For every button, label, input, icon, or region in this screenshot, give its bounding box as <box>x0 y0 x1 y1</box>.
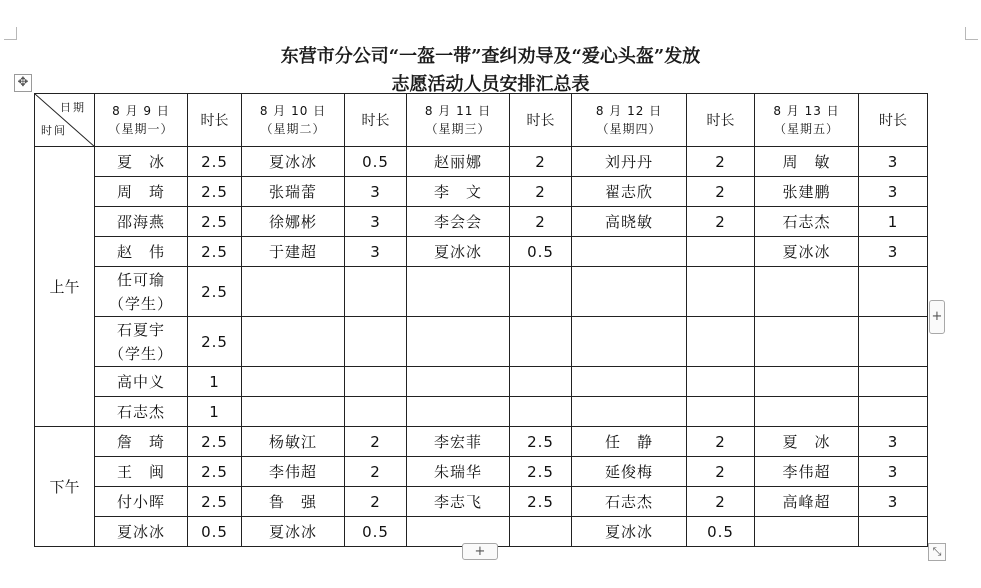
volunteer-name-cell: 周 琦 <box>95 177 188 207</box>
volunteer-name-cell <box>572 237 687 267</box>
volunteer-name-cell: 夏 冰 <box>755 427 859 457</box>
duration-cell <box>510 317 572 367</box>
volunteer-name-cell <box>755 367 859 397</box>
volunteer-name-cell: 徐娜彬 <box>242 207 345 237</box>
duration-cell: 0.5 <box>687 517 755 547</box>
table-header-row <box>35 94 928 147</box>
duration-cell: 2.5 <box>188 267 242 317</box>
duration-cell <box>687 237 755 267</box>
duration-cell: 2 <box>345 457 407 487</box>
volunteer-name-cell: 张瑞蕾 <box>242 177 345 207</box>
day-weekday-label: （星期四） <box>596 122 662 136</box>
duration-cell: 0.5 <box>188 517 242 547</box>
add-column-button[interactable]: + <box>929 300 945 334</box>
volunteer-name-cell <box>242 397 345 427</box>
volunteer-name-cell <box>572 267 687 317</box>
duration-cell: 2.5 <box>188 487 242 517</box>
day-header-cell <box>572 94 687 147</box>
duration-cell <box>687 397 755 427</box>
duration-cell: 2 <box>687 487 755 517</box>
volunteer-name-cell: 于建超 <box>242 237 345 267</box>
duration-cell <box>345 367 407 397</box>
volunteer-name-cell: 李志飞 <box>407 487 510 517</box>
volunteer-name-cell: 邵海燕 <box>95 207 188 237</box>
volunteer-note: （学生） <box>108 344 173 363</box>
corner-date-label: 日期 <box>60 101 86 114</box>
table-row <box>35 517 928 547</box>
volunteer-name: 任可瑜 <box>116 270 165 289</box>
table-row <box>35 427 928 457</box>
volunteer-name-cell: 赵 伟 <box>95 237 188 267</box>
duration-cell: 2.5 <box>188 147 242 177</box>
volunteer-name-cell: 李宏菲 <box>407 427 510 457</box>
day-weekday-label: （星期三） <box>425 122 491 136</box>
duration-cell: 3 <box>345 237 407 267</box>
duration-cell: 3 <box>345 207 407 237</box>
schedule-table <box>34 93 928 547</box>
duration-cell: 2 <box>687 207 755 237</box>
duration-cell <box>510 397 572 427</box>
duration-cell <box>510 367 572 397</box>
volunteer-name-cell: 李伟超 <box>755 457 859 487</box>
day-weekday-label: （星期二） <box>260 122 326 136</box>
duration-cell: 3 <box>345 177 407 207</box>
volunteer-name-cell: 夏冰冰 <box>242 517 345 547</box>
day-date-label: 8 月 11 日 <box>424 104 492 118</box>
volunteer-name-cell <box>407 317 510 367</box>
duration-cell: 2 <box>687 427 755 457</box>
duration-cell <box>859 397 928 427</box>
volunteer-name-cell: 延俊梅 <box>572 457 687 487</box>
day-header-cell <box>95 94 188 147</box>
volunteer-name-cell: 周 敏 <box>755 147 859 177</box>
volunteer-name-cell: 夏 冰 <box>95 147 188 177</box>
duration-header-cell: 时长 <box>859 94 928 147</box>
duration-cell <box>687 317 755 367</box>
table-row <box>35 457 928 487</box>
volunteer-name-cell: 任 静 <box>572 427 687 457</box>
volunteer-name-cell: 李伟超 <box>242 457 345 487</box>
volunteer-name-cell: 翟志欣 <box>572 177 687 207</box>
volunteer-name-cell: 夏冰冰 <box>242 147 345 177</box>
volunteer-name-cell: 鲁 强 <box>242 487 345 517</box>
volunteer-name-cell: 石志杰 <box>755 207 859 237</box>
duration-cell: 2 <box>687 147 755 177</box>
duration-cell: 2 <box>687 457 755 487</box>
volunteer-name-cell <box>242 367 345 397</box>
volunteer-name-cell: 夏冰冰 <box>755 237 859 267</box>
volunteer-name-cell: 张建鹏 <box>755 177 859 207</box>
day-date-label: 8 月 9 日 <box>112 104 170 118</box>
duration-header-cell: 时长 <box>510 94 572 147</box>
duration-cell: 2 <box>345 427 407 457</box>
volunteer-name-cell: 石志杰 <box>95 397 188 427</box>
duration-cell <box>859 317 928 367</box>
duration-cell: 2 <box>510 207 572 237</box>
duration-cell: 2.5 <box>188 237 242 267</box>
page-corner-mark-right <box>965 27 978 40</box>
day-header-cell <box>755 94 859 147</box>
volunteer-name-cell <box>572 397 687 427</box>
table-row <box>35 367 928 397</box>
day-date-label: 8 月 10 日 <box>259 104 327 118</box>
corner-header-cell <box>35 94 95 147</box>
duration-cell <box>345 317 407 367</box>
duration-cell: 3 <box>859 237 928 267</box>
day-weekday-label: （星期五） <box>773 122 839 136</box>
duration-cell: 0.5 <box>345 517 407 547</box>
duration-cell <box>859 267 928 317</box>
duration-cell: 3 <box>859 147 928 177</box>
duration-cell: 2.5 <box>188 317 242 367</box>
volunteer-name-cell <box>572 367 687 397</box>
volunteer-name-cell: 石志杰 <box>572 487 687 517</box>
volunteer-name-cell: 高中义 <box>95 367 188 397</box>
volunteer-name-cell <box>755 317 859 367</box>
duration-cell: 2.5 <box>510 487 572 517</box>
duration-cell: 2.5 <box>188 457 242 487</box>
duration-cell: 1 <box>859 207 928 237</box>
table-row <box>35 487 928 517</box>
afternoon-period-cell: 下午 <box>35 427 95 547</box>
day-date-label: 8 月 13 日 <box>773 104 840 118</box>
day-header-cell <box>407 94 510 147</box>
morning-period-cell: 上午 <box>35 147 95 427</box>
add-row-button[interactable]: + <box>462 543 498 560</box>
volunteer-name-cell: 赵丽娜 <box>407 147 510 177</box>
duration-cell: 2.5 <box>188 207 242 237</box>
volunteer-name-cell <box>242 317 345 367</box>
table-row <box>35 177 928 207</box>
duration-cell: 1 <box>188 367 242 397</box>
duration-cell <box>859 517 928 547</box>
table-row <box>35 147 928 177</box>
volunteer-name-cell: 高晓敏 <box>572 207 687 237</box>
volunteer-name-cell <box>572 317 687 367</box>
volunteer-name-cell <box>95 267 188 317</box>
duration-header-cell: 时长 <box>687 94 755 147</box>
duration-cell: 2.5 <box>510 427 572 457</box>
duration-cell: 3 <box>859 427 928 457</box>
duration-cell: 0.5 <box>345 147 407 177</box>
day-weekday-label: （星期一） <box>108 122 174 136</box>
volunteer-name-cell <box>755 517 859 547</box>
duration-cell: 3 <box>859 487 928 517</box>
volunteer-name-cell <box>407 397 510 427</box>
page-corner-mark-left <box>4 27 17 40</box>
table-row <box>35 207 928 237</box>
document-title-line-1: 东营市分公司“一盔一带”查纠劝导及“爱心头盔”发放 <box>280 46 701 67</box>
volunteer-name-cell: 詹 琦 <box>95 427 188 457</box>
volunteer-name-cell: 夏冰冰 <box>407 237 510 267</box>
duration-cell <box>510 267 572 317</box>
volunteer-name-cell <box>755 267 859 317</box>
table-resize-icon[interactable]: ⤡ <box>928 543 946 561</box>
table-row <box>35 317 928 367</box>
duration-cell <box>510 517 572 547</box>
duration-cell: 2 <box>687 177 755 207</box>
duration-cell: 2 <box>510 147 572 177</box>
table-row <box>35 397 928 427</box>
duration-cell <box>345 267 407 317</box>
volunteer-note: （学生） <box>108 294 173 313</box>
volunteer-name-cell: 李 文 <box>407 177 510 207</box>
volunteer-name-cell: 夏冰冰 <box>95 517 188 547</box>
volunteer-name-cell: 付小晖 <box>95 487 188 517</box>
duration-cell: 2.5 <box>188 427 242 457</box>
duration-header-cell: 时长 <box>188 94 242 147</box>
volunteer-name-cell: 杨敏江 <box>242 427 345 457</box>
volunteer-name-cell: 高峰超 <box>755 487 859 517</box>
day-date-label: 8 月 12 日 <box>595 104 663 118</box>
duration-cell: 2.5 <box>188 177 242 207</box>
duration-cell <box>687 367 755 397</box>
volunteer-name-cell <box>407 367 510 397</box>
duration-cell: 3 <box>859 177 928 207</box>
duration-cell <box>345 397 407 427</box>
duration-cell <box>687 267 755 317</box>
volunteer-name-cell: 王 闽 <box>95 457 188 487</box>
volunteer-name-cell: 夏冰冰 <box>572 517 687 547</box>
corner-time-label: 时间 <box>41 124 67 137</box>
volunteer-name-cell <box>95 317 188 367</box>
table-row <box>35 267 928 317</box>
day-header-cell <box>242 94 345 147</box>
duration-cell: 2.5 <box>510 457 572 487</box>
duration-cell: 2 <box>510 177 572 207</box>
table-row <box>35 237 928 267</box>
table-move-icon[interactable]: ✥ <box>14 74 32 92</box>
duration-cell <box>859 367 928 397</box>
volunteer-name: 石夏宇 <box>116 320 165 339</box>
duration-cell: 1 <box>188 397 242 427</box>
volunteer-name-cell <box>755 397 859 427</box>
document-title-line-2: 志愿活动人员安排汇总表 <box>391 74 590 95</box>
volunteer-name-cell <box>407 517 510 547</box>
volunteer-name-cell <box>407 267 510 317</box>
volunteer-name-cell: 朱瑞华 <box>407 457 510 487</box>
duration-cell: 0.5 <box>510 237 572 267</box>
duration-cell: 2 <box>345 487 407 517</box>
duration-header-cell: 时长 <box>345 94 407 147</box>
volunteer-name-cell: 李会会 <box>407 207 510 237</box>
volunteer-name-cell: 刘丹丹 <box>572 147 687 177</box>
volunteer-name-cell <box>242 267 345 317</box>
duration-cell: 3 <box>859 457 928 487</box>
